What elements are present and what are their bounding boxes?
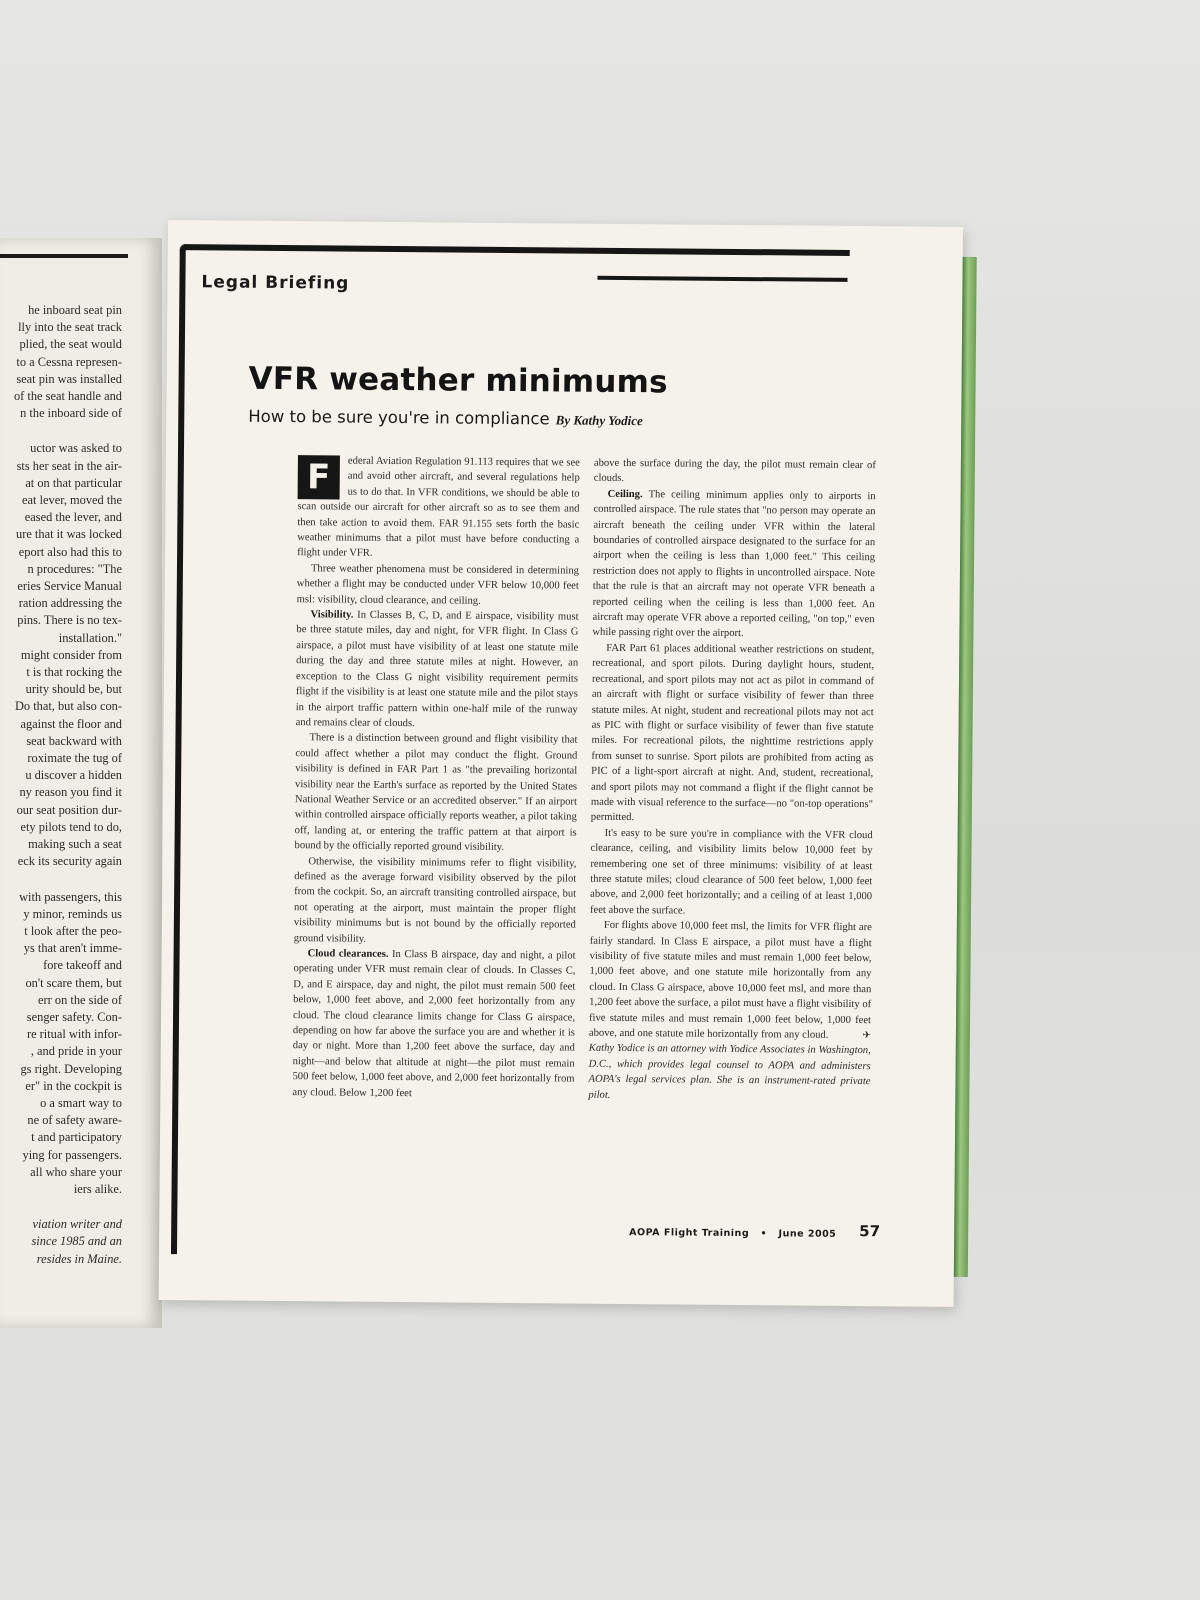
left-page-line: senger safety. Con- [26, 1009, 122, 1024]
article-column-2 [588, 456, 876, 1105]
left-page-line: installation." [58, 630, 122, 645]
paragraph: above the surface during the day, the pilot must remain clear of clouds. [593, 457, 876, 485]
left-page-line: er" in the cockpit is [25, 1078, 122, 1093]
left-page-line: n the inboard side of [20, 406, 122, 421]
left-page-bio-line: since 1985 and an [31, 1234, 122, 1249]
paragraph-cloud-clearances: Cloud clearances. In Class B airspace, day and night, a pilot operating under VFR must remain clear of clouds. In Classes C, D, and E airspace, day and night, the pilot must remain 500 feet below, 1,000 feet above, and 2,000 feet horizontally from any cloud. The cloud clearance limits change for Class G airspace, depending on how far above the surface you are and whether it is day or night. More than 1,200 feet above the surface, day and night—and below that altitude at night—the pilot must remain 500 feet below, 1,000 feet above, and 2,000 feet horizontally from any cloud. Below 1,200 feet [292, 948, 576, 1099]
left-page-line: eries Service Manual [17, 579, 122, 594]
left-page-line: fore takeoff and [43, 958, 122, 973]
frame-rule-top [180, 244, 850, 256]
left-page-line: gs right. Developing [20, 1061, 122, 1076]
left-page-line: pins. There is no tex- [17, 613, 122, 628]
left-page-line: y minor, reminds us [23, 906, 122, 921]
left-page-line: against the floor and [20, 716, 122, 731]
left-page-line: eased the lever, and [24, 510, 122, 525]
run-in-heading: Cloud clearances. [307, 948, 389, 960]
left-page-line: ying for passengers. [22, 1147, 122, 1162]
left-page-line: eport also had this to [18, 544, 122, 559]
page-number: 57 [859, 1222, 881, 1241]
paragraph: It's easy to be sure you're in compliance with the VFR cloud clearance, ceiling, and visibility limits below 10,000 feet by remembering one set of three minimums: visibility of at least three statute miles; cloud clearance of 500 feet below, 1,000 feet above, and 2,000 feet horizontally; and a ceiling of at least 1,000 feet above the surface. [589, 827, 873, 917]
drop-cap: F [298, 455, 340, 499]
left-page-line: making such a seat [28, 837, 122, 852]
author-bio: Kathy Yodice is an attorney with Yodice Associates in Washington, D.C., which provides legal counsel to AOPA and administers AOPA's legal services plan. She is an instrument-rated private pilot. [588, 1043, 871, 1101]
page-edge-green [954, 257, 977, 1277]
left-facing-page [0, 238, 162, 1328]
paragraph-gap [0, 871, 122, 889]
issue-date: June 2005 [778, 1228, 837, 1240]
left-page-line: uctor was asked to [30, 441, 122, 456]
paragraph-ceiling: Ceiling. The ceiling minimum applies only to airports in controlled airspace. The rule states that "no person may operate an aircraft beneath the ceiling under VFR within the lateral boundaries of controlled airspace designated to the surface for an airport when the ceiling is less than 1,000 feet." This ceiling restriction does not apply to flights in uncontrolled airspace. Note that the rule is that an aircraft may not operate VFR beneath a reported ceiling when the ceiling is less than 1,000 feet. An aircraft may operate VFR above a reported ceiling, "on top," even while passing right over the airport. [592, 488, 876, 640]
left-page-line: at on that particular [25, 475, 122, 490]
left-page-line: with passengers, this [19, 889, 122, 904]
page-footer: AOPA Flight Training • June 2005 [629, 1227, 837, 1240]
paragraph: FAR Part 61 places additional weather restrictions on student, recreational, and sport pilots. During daylight hours, student, recreational, and sport pilots may not act as pilot in command of an aircraft with flight or surface visibility of fewer than three statute miles. At night, student and recreational pilots may not act as PIC with flight or surface visibility of fewer than five statute miles. For recreational pilots, the nighttime restrictions apply from sunset to sunrise. Sport pilots are prohibited from acting as PIC of a light-sport aircraft at night. And, student, recreational, and sport pilots may not command a flight if the flight cannot be made with visual reference to the surface—no "on-top operations" permitted. [590, 642, 875, 824]
left-page-line: ure that it was locked [16, 527, 122, 542]
left-page-line: err on the side of [38, 992, 122, 1007]
paragraph-gap [0, 1198, 122, 1216]
article-subtitle: How to be sure you're in compliance [248, 406, 550, 429]
left-page-line: might consider from [20, 647, 122, 662]
article-column-1 [292, 453, 580, 1102]
frame-rule-left [171, 244, 186, 1254]
left-page-line: ne of safety aware- [27, 1113, 122, 1128]
left-page-text [0, 302, 122, 1268]
left-page-line: eck its security again [17, 854, 122, 869]
left-page-bio-line: resides in Maine. [36, 1251, 122, 1266]
left-page-line: seat backward with [26, 733, 122, 748]
left-page-line: n procedures: "The [27, 561, 122, 576]
left-page-line: ration addressing the [18, 596, 122, 611]
subtitle-row [248, 407, 643, 430]
left-page-line: re ritual with infor- [26, 1027, 122, 1042]
paragraph: Otherwise, the visibility minimums refer to flight visibility, defined as the average forward visibility observed by the pilot from the cockpit. So, an aircraft transiting controlled airspace, but not operating at the airport, must maintain the proper flight visibility minimums but is not bound by the officially reported ground visibility. [293, 855, 577, 945]
paragraph: There is a distinction between ground and flight visibility that could affect whether a pilot may conduct the flight. Ground visibility is defined in FAR Part 1 as "the prevailing horizontal visibility near the Earth's surface as reported by the United States National Weather Service or an accredited observer." If an airport within controlled airspace officially reports weather, a pilot taking off, landing at, or entering the traffic pattern at that airport is bound by the officially reported ground visibility. [294, 732, 578, 854]
left-page-line: lly into the seat track [18, 320, 122, 335]
left-page-line: ety pilots tend to do, [20, 819, 122, 834]
left-page-line: on't scare them, but [25, 975, 122, 990]
publication-name: AOPA Flight Training [629, 1227, 750, 1240]
paragraph: Three weather phenomena must be considered in determining whether a flight may be conducted under VFR below 10,000 feet msl: visibility, cloud clearance, and ceiling. [296, 563, 580, 607]
left-page-line: ny reason you find it [19, 785, 122, 800]
section-label: Legal Briefing [201, 272, 350, 294]
left-page-line: plied, the seat would [19, 337, 122, 352]
left-page-line: all who share your [30, 1164, 122, 1179]
left-page-bio-line: viation writer and [32, 1217, 122, 1232]
end-mark-icon: ✈ [862, 1030, 871, 1042]
left-page-line: seat pin was installed [16, 371, 122, 386]
left-page-line: he inboard seat pin [28, 303, 122, 317]
left-page-line: , and pride in your [30, 1044, 122, 1059]
article-title: VFR weather minimums [248, 360, 668, 401]
frame-rule-segment [597, 276, 847, 282]
left-page-line: sts her seat in the air- [16, 458, 122, 473]
left-page-line: t and participatory [31, 1130, 122, 1145]
magazine-page [159, 220, 963, 1307]
left-page-line: to a Cessna represen- [16, 354, 122, 369]
run-in-heading: Ceiling. [607, 488, 643, 500]
left-page-rule [0, 254, 128, 258]
left-page-line: roximate the tug of [27, 751, 122, 766]
left-page-line: eat lever, moved the [22, 493, 122, 508]
left-page-line: u discover a hidden [25, 768, 122, 783]
paragraph-visibility: Visibility. In Classes B, C, D, and E airspace, visibility must be three statute miles, day and night, for VFR flight. In Class G airspace, a pilot must have visibility of at least one statute mile during the day and three statute miles at night. However, an exception to the Class G night visibility requirement permits flight if the visibility is at least one statute mile and the pilot stays in the airport traffic pattern within one-half mile of the runway and remains clear of clouds. [295, 609, 579, 730]
paragraph: For flights above 10,000 feet msl, the limits for VFR flight are fairly standard. In Class E airspace, a pilot must have a flight visibility of five statute miles and must remain 1,000 feet below, 1,000 feet above, and one statute mile horizontally from any cloud. In Class G airspace, above 10,000 feet msl, and more than 1,200 feet above the surface, a pilot must have a flight visibility of five statute miles and must remain 1,000 feet below, 1,000 feet above, and one statute mile horizontally from any cloud. ✈ [589, 918, 872, 1044]
left-page-line: t is that rocking the [26, 665, 122, 680]
paragraph-gap [0, 422, 122, 440]
left-page-line: iers alike. [73, 1181, 122, 1196]
paragraph-intro: F ederal Aviation Regulation 91.113 requires that we see and avoid other aircraft, and several regulations help us to do that. In VFR conditions, we should be able to scan outside our aircraft for other aircraft so as to see them and then take action to avoid them. FAR 91.155 sets forth the basic weather minimums that a pilot must have before conducting a flight under VFR. [297, 455, 580, 560]
left-page-line: urity should be, but [25, 682, 122, 697]
left-page-line: our seat position dur- [16, 802, 122, 817]
run-in-heading: Visibility. [310, 609, 354, 621]
left-page-line: o a smart way to [40, 1095, 122, 1110]
article-byline: By Kathy Yodice [555, 412, 643, 429]
left-page-line: t look after the peo- [24, 923, 122, 938]
left-page-line: of the seat handle and [13, 389, 122, 404]
left-page-line: Do that, but also con- [14, 699, 122, 714]
left-page-line: ys that aren't imme- [23, 941, 122, 956]
